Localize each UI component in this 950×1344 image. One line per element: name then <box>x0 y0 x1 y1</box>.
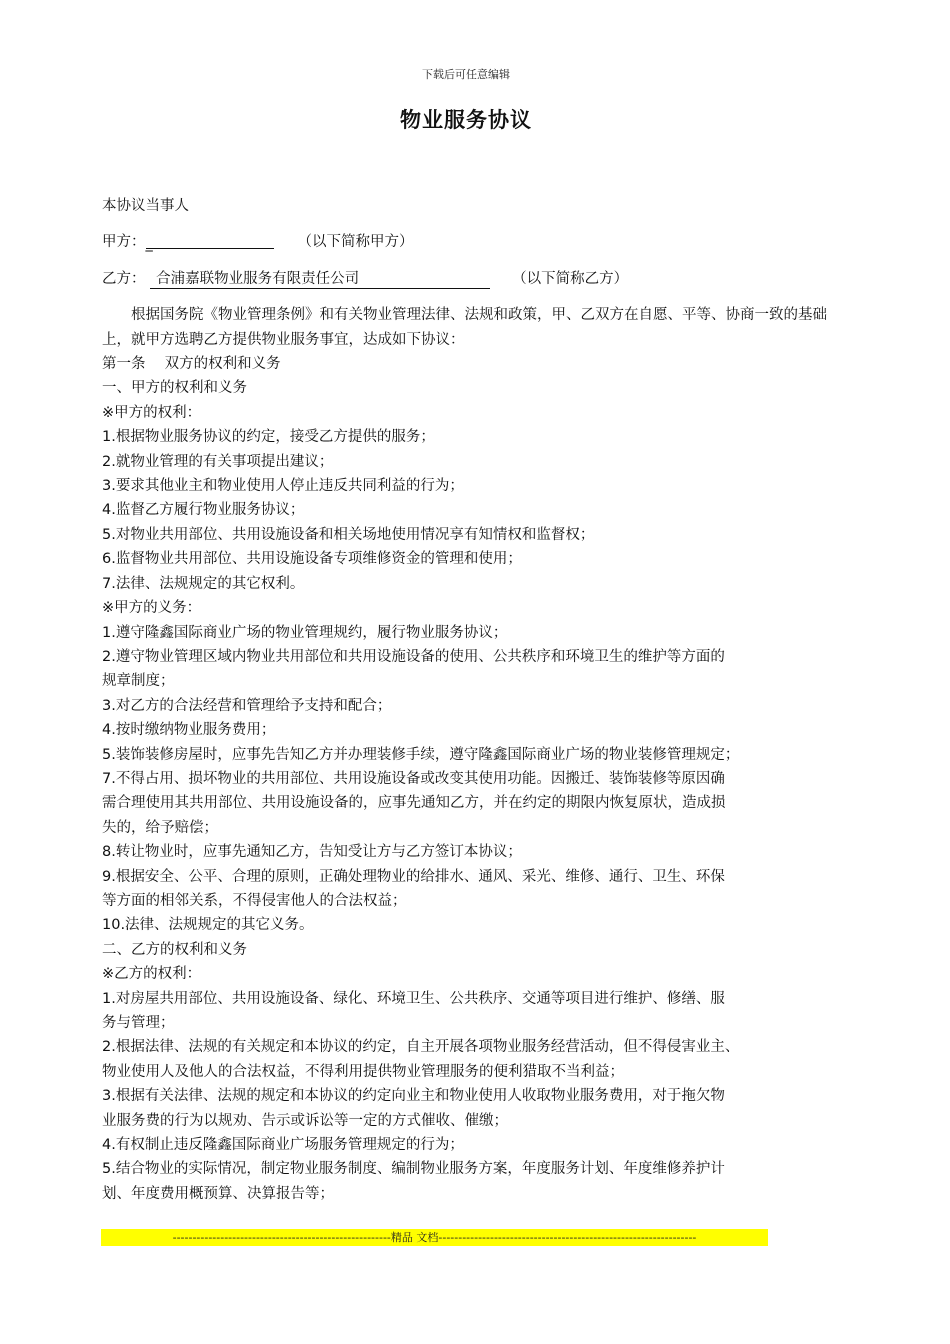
party-a-blank-text: _ <box>145 236 153 253</box>
text-line: 3.对乙方的合法经营和管理给予支持和配合； <box>102 697 392 714</box>
text-line: 二、乙方的权利和义务 <box>102 941 247 958</box>
text-line: 规章制度； <box>102 673 175 690</box>
text-line: 7.不得占用、损坏物业的共用部位、共用设施设备或改变其使用功能。因搬迁、装饰装修等原因确 <box>102 770 725 787</box>
text-line: 一、甲方的权利和义务 <box>102 380 247 397</box>
text-line: 1.遵守隆鑫国际商业广场的物业管理规约，履行物业服务协议； <box>102 624 508 641</box>
text-line: 9.根据安全、公平、合理的原则，正确处理物业的给排水、通风、采光、维修、通行、卫生、环保 <box>102 868 725 885</box>
text-line: 4.按时缴纳物业服务费用； <box>102 722 276 739</box>
party-b-label: 乙方： <box>102 270 146 287</box>
text-line: 1.根据物业服务协议的约定，接受乙方提供的服务； <box>102 429 435 446</box>
party-a-label: 甲方： <box>102 234 146 251</box>
text-line: 失的，给予赔偿； <box>102 819 218 836</box>
text-line: 2.就物业管理的有关事项提出建议； <box>102 453 334 470</box>
text-line: 2.根据法律、法规的有关规定和本协议的约定，自主开展各项物业服务经营活动，但不得侵害业主、 <box>102 1039 740 1056</box>
text-line: 划、年度费用概预算、决算报告等； <box>102 1185 334 1202</box>
text-line: 5.结合物业的实际情况，制定物业服务制度、编制物业服务方案，年度服务计划、年度维修养护计 <box>102 1161 725 1178</box>
text-line: 务与管理； <box>102 1015 175 1031</box>
text-line: 3.根据有关法律、法规的规定和本协议的约定向业主和物业使用人收取物业服务费用，对于拖欠物 <box>102 1088 725 1105</box>
text-line: 第一条 双方的权利和义务 <box>102 356 281 373</box>
party-b-line <box>102 267 842 291</box>
text-line: ※乙方的权利： <box>102 966 202 983</box>
text-line: 需合理使用其共用部位、共用设施设备的，应事先通知乙方，并在约定的期限内恢复原状，造成损 <box>102 795 726 812</box>
document-body <box>102 194 842 1206</box>
text-line: 等方面的相邻关系，不得侵害他人的合法权益； <box>102 892 407 909</box>
text-line: ※甲方的义务： <box>102 600 202 617</box>
text-line: 物业使用人及他人的合法权益，不得利用提供物业管理服务的便利猎取不当利益； <box>102 1063 624 1080</box>
footer-banner: -------------------------------------------------------精品 文档----------------------------------------------------------------- <box>101 1229 768 1246</box>
text-line: 2.遵守物业管理区域内物业共用部位和共用设施设备的使用、公共秩序和环境卫生的维护等方面的 <box>102 648 725 665</box>
preamble-paragraph: 根据国务院《物业管理条例》和有关物业管理法律、法规和政策，甲、乙双方在自愿、平等、协商一致的基础上，就甲方选聘乙方提供物业服务事宜，达成如下协议： <box>102 307 827 348</box>
party-b-suffix: （以下简称乙方） <box>512 270 629 287</box>
party-b-name: 合浦嘉联物业服务有限责任公司 <box>150 270 490 289</box>
party-a-suffix: （以下简称甲方） <box>297 234 414 251</box>
party-a-blank <box>145 232 274 253</box>
parties-intro: 本协议当事人 <box>102 198 189 214</box>
text-line: 5.装饰装修房屋时，应事先告知乙方并办理装修手续，遵守隆鑫国际商业广场的物业装修管理规定； <box>102 746 740 763</box>
text-line: 5.对物业共用部位、共用设施设备和相关场地使用情况享有知情权和监督权； <box>102 526 595 543</box>
clause-lines <box>102 352 842 1206</box>
text-line: 1.对房屋共用部位、共用设施设备、绿化、环境卫生、公共秩序、交通等项目进行维护、修缮、服 <box>102 990 725 1007</box>
text-line: 3.要求其他业主和物业使用人停止违反共同利益的行为； <box>102 478 464 495</box>
text-line: 4.监督乙方履行物业服务协议； <box>102 502 305 519</box>
text-line: 6.监督物业共用部位、共用设施设备专项维修资金的管理和使用； <box>102 551 522 568</box>
text-line: 7.法律、法规规定的其它权利。 <box>102 575 305 592</box>
document-title: 物业服务协议 <box>400 108 532 132</box>
text-line: 4.有权制止违反隆鑫国际商业广场服务管理规定的行为； <box>102 1137 464 1154</box>
text-line: 8.转让物业时，应事先通知乙方，告知受让方与乙方签订本协议； <box>102 844 522 861</box>
text-line: 10.法律、法规规定的其它义务。 <box>102 917 314 934</box>
header-note: 下载后可任意编辑 <box>422 68 510 81</box>
party-a-line <box>102 230 842 254</box>
text-line: 业服务费的行为以规劝、告示或诉讼等一定的方式催收、催缴； <box>102 1112 508 1129</box>
text-line: ※甲方的权利： <box>102 404 202 421</box>
